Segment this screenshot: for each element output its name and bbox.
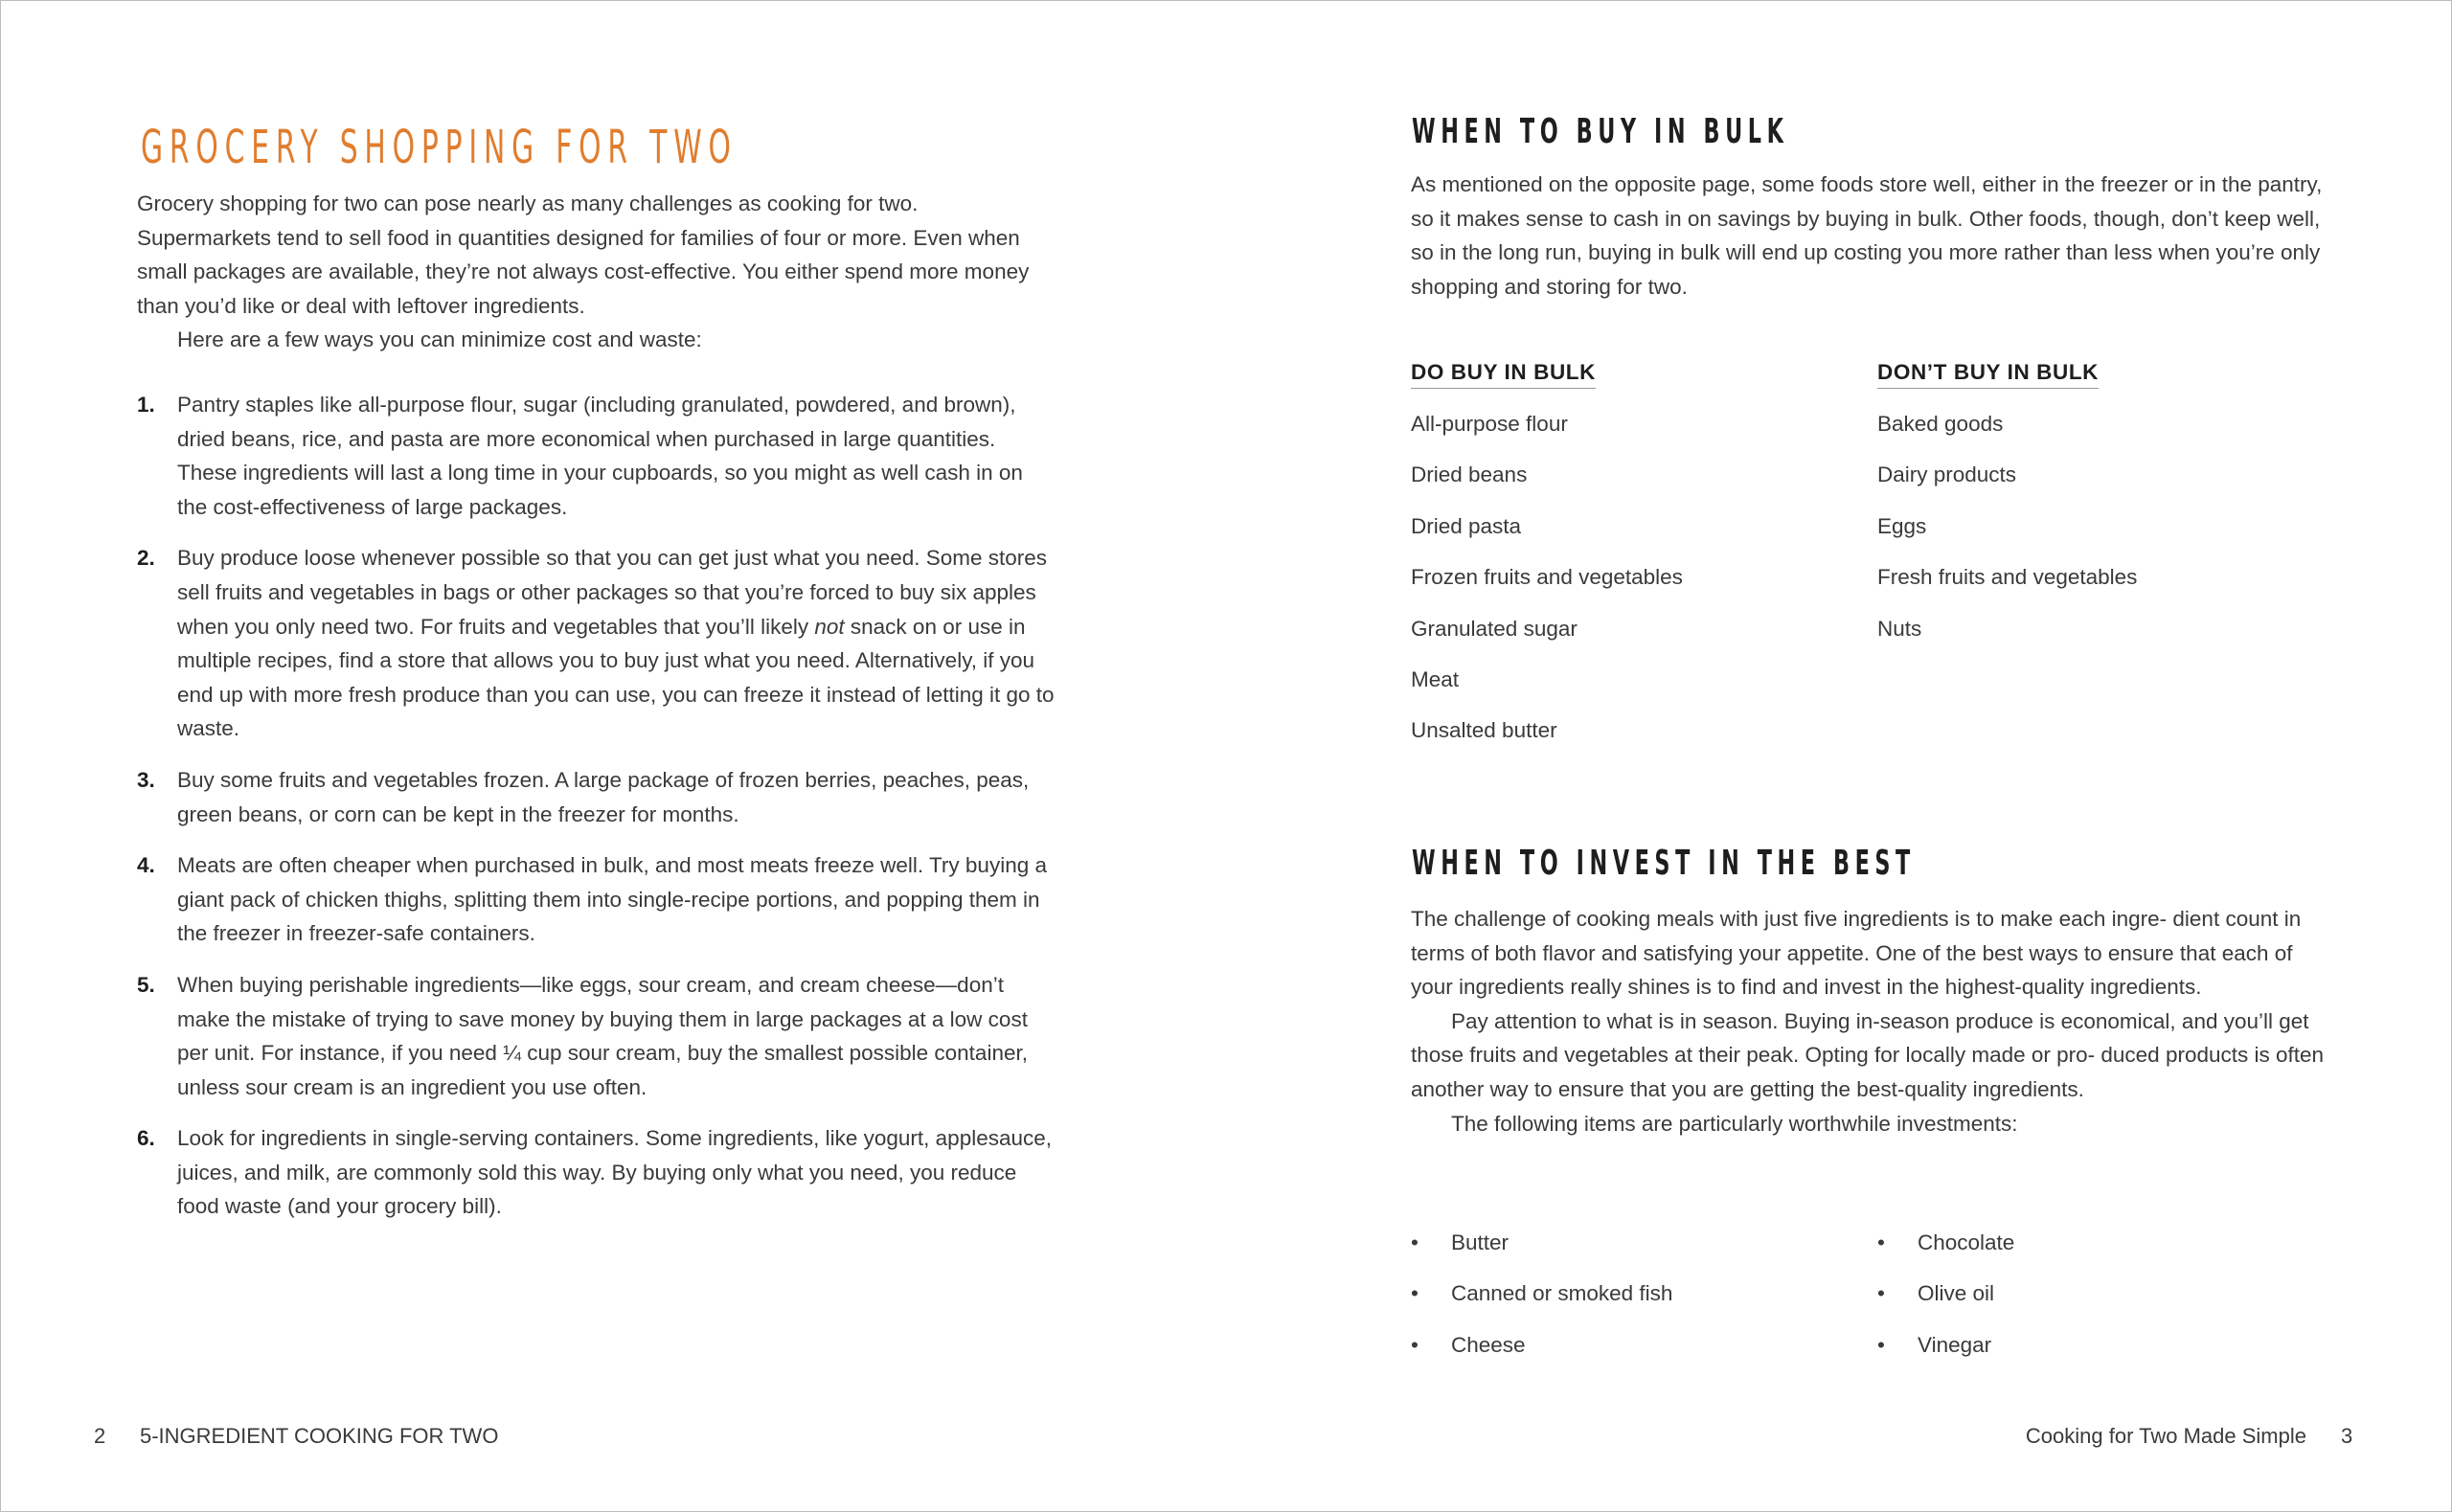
list-number: 2.	[137, 546, 155, 571]
lead-in-paragraph: Here are a few ways you can minimize cost and waste:	[177, 327, 702, 352]
list-item: Dairy products	[1877, 463, 2017, 487]
invest-paragraph-1: The challenge of cooking meals with just five ingredients is to make each ingre- dient count in terms of both flavor and satisfying your appetite. One of the best ways to ensure that each of your ingredients really shines is to find and invest in the highest-quality ingredients.	[1411, 907, 2302, 1000]
bulk-intro	[1411, 168, 2330, 304]
tips-list	[137, 388, 1056, 1241]
dont-buy-heading	[1877, 358, 2099, 389]
list-item: Eggs	[1877, 513, 1927, 538]
bullet-icon: •	[1877, 1332, 1885, 1357]
list-item	[137, 968, 1056, 1104]
list-item	[1877, 1328, 2014, 1379]
list-number: 6.	[137, 1126, 155, 1151]
emphasis-word: not	[814, 614, 845, 639]
list-number: 4.	[137, 853, 155, 878]
list-item: Meat	[1411, 666, 1460, 691]
list-item	[1411, 1276, 1672, 1327]
list-item	[137, 541, 1056, 746]
list-item	[137, 848, 1056, 951]
text-segment: Buy produce loose whenever possible so that you can get just what you need. Some stores sell fruits and vegetables in bags or other packages so that you’re forced to buy six apples when you only need two. For fruits and vegetables that you’ll likely	[177, 546, 1048, 639]
intro-text	[137, 187, 1056, 357]
do-buy-heading-text: DO BUY IN BULK	[1411, 358, 1596, 389]
section-title-invest: WHEN TO INVEST IN THE BEST	[1412, 844, 1916, 883]
dont-buy-list	[1877, 407, 2137, 663]
bullet-icon: •	[1411, 1230, 1419, 1254]
running-footer-left: 5-INGREDIENT COOKING FOR TWO	[140, 1424, 499, 1448]
section-title-bulk: WHEN TO BUY IN BULK	[1412, 112, 1789, 151]
invest-text	[1411, 902, 2330, 1140]
list-item-text: Pantry staples like all-purpose flour, sugar (including granulated, powdered, and brown), dried beans, rice, and pasta are more economical when purchased in large quantities. These ingredients will last a long time in your cupboards, so you might as well cash in on the cost-effectiveness of large packages.	[177, 393, 1023, 519]
invest-paragraph-2: Pay attention to what is in season. Buying in-season produce is economical, and you’ll get those fruits and vegetables at their peak. Opting for locally made or pro- duced products is often another way to ensure that you are getting the best-quality ingredients.	[1411, 1008, 2325, 1101]
text-segment: snack on or use in multiple recipes, find a store that allows you to buy just what you need. Alternatively, if you end up with more fresh produce than you can use, you can freeze it instead of letting it go to waste.	[177, 614, 1055, 741]
list-item-text: Chocolate	[1918, 1230, 2015, 1254]
list-item: All-purpose flour	[1411, 412, 1568, 436]
bullet-icon: •	[1411, 1281, 1419, 1306]
bullet-icon: •	[1877, 1230, 1885, 1254]
list-item-text: Vinegar	[1918, 1332, 1992, 1357]
list-number: 1.	[137, 393, 155, 417]
list-number: 5.	[137, 972, 155, 997]
list-item	[137, 763, 1056, 831]
list-item-text: Butter	[1451, 1230, 1510, 1254]
list-item	[1877, 1226, 2014, 1276]
list-item	[1411, 1328, 1672, 1379]
list-item: Unsalted butter	[1411, 718, 1557, 743]
bulk-intro-paragraph: As mentioned on the opposite page, some foods store well, either in the freezer or in the pantry, so it makes sense to cash in on savings by buying in bulk. Other foods, though, don’t keep well, so in the long run, buying in bulk will end up costing you more rather than less when you’re only shopping and storing for two.	[1411, 172, 2323, 299]
invest-paragraph-3: The following items are particularly worthwhile investments:	[1451, 1111, 2018, 1136]
intro-paragraph: Grocery shopping for two can pose nearly as many challenges as cooking for two. Supermarkets tend to sell food in quantities designed for families of four or more. Even when small packages are available, they’re not always cost-effective. You either spend more money than you’d like or deal with leftover ingredients.	[137, 192, 1030, 318]
list-item-text: Meats are often cheaper when purchased in bulk, and most meats freeze well. Try buying a giant pack of chicken thighs, splitting them into single-recipe portions, and popping them in the freezer in freezer-safe containers.	[177, 853, 1047, 946]
list-item: Frozen fruits and vegetables	[1411, 565, 1683, 590]
list-item-text: Olive oil	[1918, 1281, 1995, 1306]
page-number-left: 2	[94, 1424, 106, 1448]
list-item-text: Cheese	[1451, 1332, 1526, 1357]
list-item-text	[177, 546, 1055, 740]
do-buy-heading	[1411, 358, 1596, 389]
invest-list-left	[1411, 1226, 1672, 1379]
list-item	[137, 1121, 1056, 1224]
list-item-text: Look for ingredients in single-serving containers. Some ingredients, like yogurt, applesauce, juices, and milk, are commonly sold this way. By buying only what you need, you reduce food waste (and your grocery bill).	[177, 1126, 1053, 1219]
list-item: Granulated sugar	[1411, 616, 1578, 641]
list-item-text: Buy some fruits and vegetables frozen. A large package of frozen berries, peaches, peas, green beans, or corn can be kept in the freezer for months.	[177, 767, 1030, 826]
page-number-right: 3	[2341, 1424, 2353, 1448]
invest-list-right	[1877, 1226, 2014, 1379]
list-item-text: When buying perishable ingredients—like eggs, sour cream, and cream cheese—don’t make the mistake of trying to save money by buying them in large packages at a low cost per unit. For instance, if you need ¼ cup sour cream, buy the smallest possible container, unless sour cream is an ingredient you use often.	[177, 972, 1028, 1099]
list-item: Fresh fruits and vegetables	[1877, 565, 2138, 590]
list-number: 3.	[137, 767, 155, 792]
running-footer-right: Cooking for Two Made Simple	[2025, 1424, 2306, 1448]
list-item: Nuts	[1877, 616, 1922, 641]
bullet-icon: •	[1877, 1281, 1885, 1306]
list-item-text: Canned or smoked fish	[1451, 1281, 1673, 1306]
list-item: Dried pasta	[1411, 513, 1522, 538]
page-title: GROCERY SHOPPING FOR TWO	[141, 121, 738, 174]
dont-buy-heading-text: DON’T BUY IN BULK	[1877, 358, 2099, 389]
do-buy-list	[1411, 407, 1683, 765]
list-item	[1877, 1276, 2014, 1327]
list-item	[1411, 1226, 1672, 1276]
list-item	[137, 388, 1056, 524]
bullet-icon: •	[1411, 1332, 1419, 1357]
list-item: Dried beans	[1411, 463, 1528, 487]
list-item: Baked goods	[1877, 412, 2004, 436]
